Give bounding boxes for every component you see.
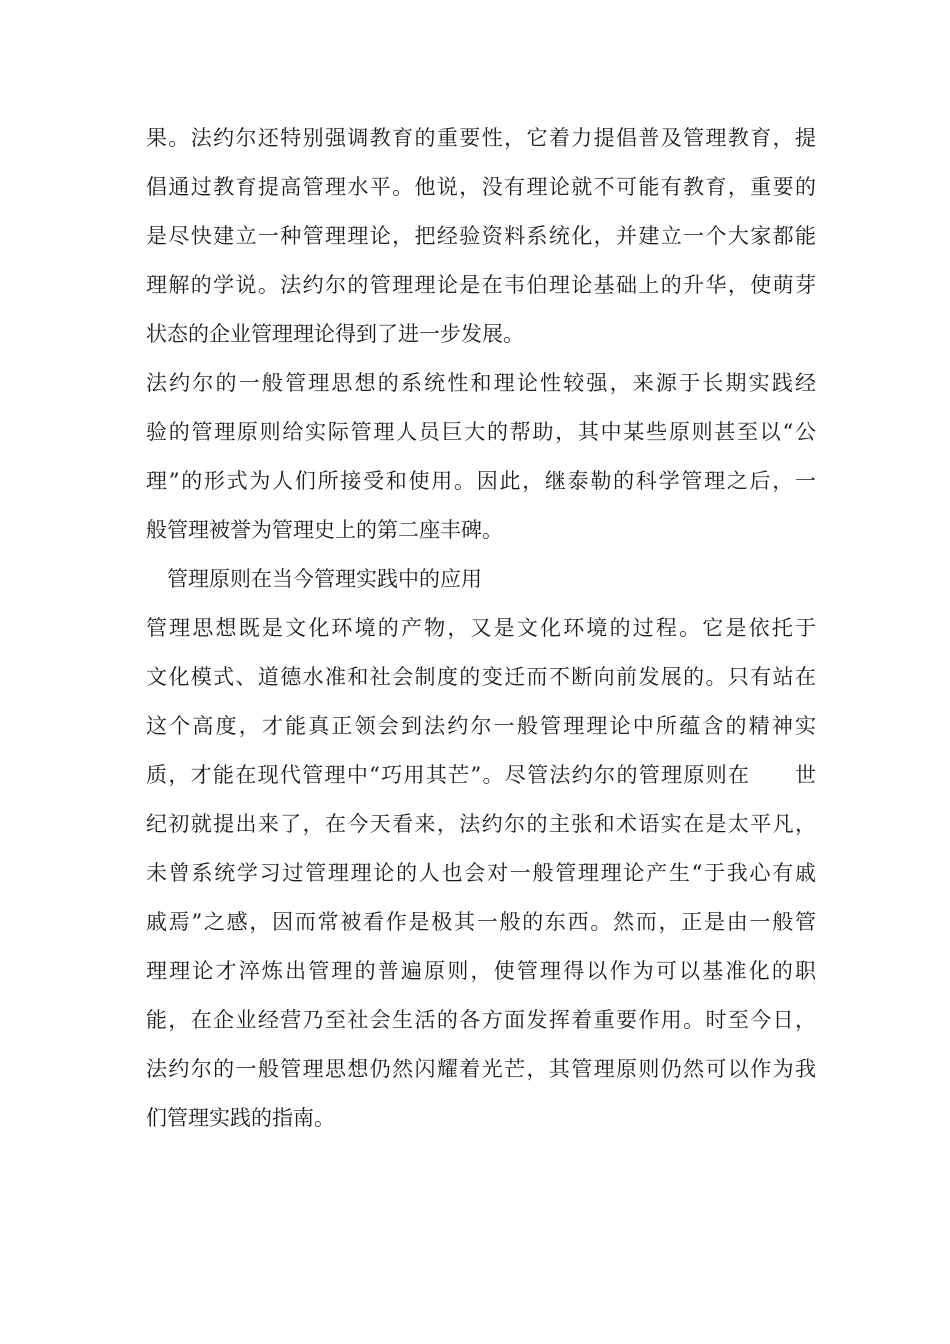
text-line: 法约尔的一般管理思想仍然闪耀着光芒，其管理原则仍然可以作为我 bbox=[146, 1057, 816, 1081]
text-line: 理”的形式为人们所接受和使用。因此，继泰勒的科学管理之后，一 bbox=[146, 469, 816, 493]
text-line: 果。法约尔还特别强调教育的重要性，它着力提倡普及管理教育，提 bbox=[146, 126, 816, 150]
text-line: 未曾系统学习过管理理论的人也会对一般管理理论产生“于我心有戚 bbox=[146, 861, 816, 885]
text-line: 质，才能在现代管理中“巧用其芒”。尽管法约尔的管理原则在 世 bbox=[146, 763, 816, 787]
text-line: 纪初就提出来了，在今天看来，法约尔的主张和术语实在是太平凡， bbox=[146, 812, 816, 836]
paragraph-3 bbox=[146, 604, 816, 1143]
text-line: 这个高度，才能真正领会到法约尔一般管理理论中所蕴含的精神实 bbox=[146, 714, 816, 738]
text-line: 理理论才淬炼出管理的普遍原则，使管理得以作为可以基准化的职 bbox=[146, 959, 816, 983]
text-line: 法约尔的一般管理思想的系统性和理论性较强，来源于长期实践经 bbox=[146, 371, 816, 395]
section-heading: 管理原则在当今管理实践中的应用 bbox=[167, 567, 482, 591]
text-line: 们管理实践的指南。 bbox=[146, 1106, 335, 1130]
document-body bbox=[146, 114, 816, 1143]
text-line: 理解的学说。法约尔的管理理论是在韦伯理论基础上的升华，使萌芽 bbox=[146, 273, 816, 297]
text-line: 验的管理原则给实际管理人员巨大的帮助，其中某些原则甚至以“公 bbox=[146, 420, 816, 444]
text-line: 是尽快建立一种管理理论，把经验资料系统化，并建立一个大家都能 bbox=[146, 224, 816, 248]
paragraph-1 bbox=[146, 114, 816, 359]
text-line: 管理思想既是文化环境的产物，又是文化环境的过程。它是依托于 bbox=[146, 616, 816, 640]
text-line: 倡通过教育提高管理水平。他说，没有理论就不可能有教育，重要的 bbox=[146, 175, 816, 199]
text-line: 文化模式、道德水准和社会制度的变迁而不断向前发展的。只有站在 bbox=[146, 665, 816, 689]
text-line: 状态的企业管理理论得到了进一步发展。 bbox=[146, 322, 524, 346]
paragraph-2 bbox=[146, 359, 816, 555]
text-line: 般管理被誉为管理史上的第二座丰碑。 bbox=[146, 518, 503, 542]
text-line: 戚焉”之感，因而常被看作是极其一般的东西。然而，正是由一般管 bbox=[146, 910, 816, 934]
text-line: 能，在企业经营乃至社会生活的各方面发挥着重要作用。时至今日， bbox=[146, 1008, 816, 1032]
